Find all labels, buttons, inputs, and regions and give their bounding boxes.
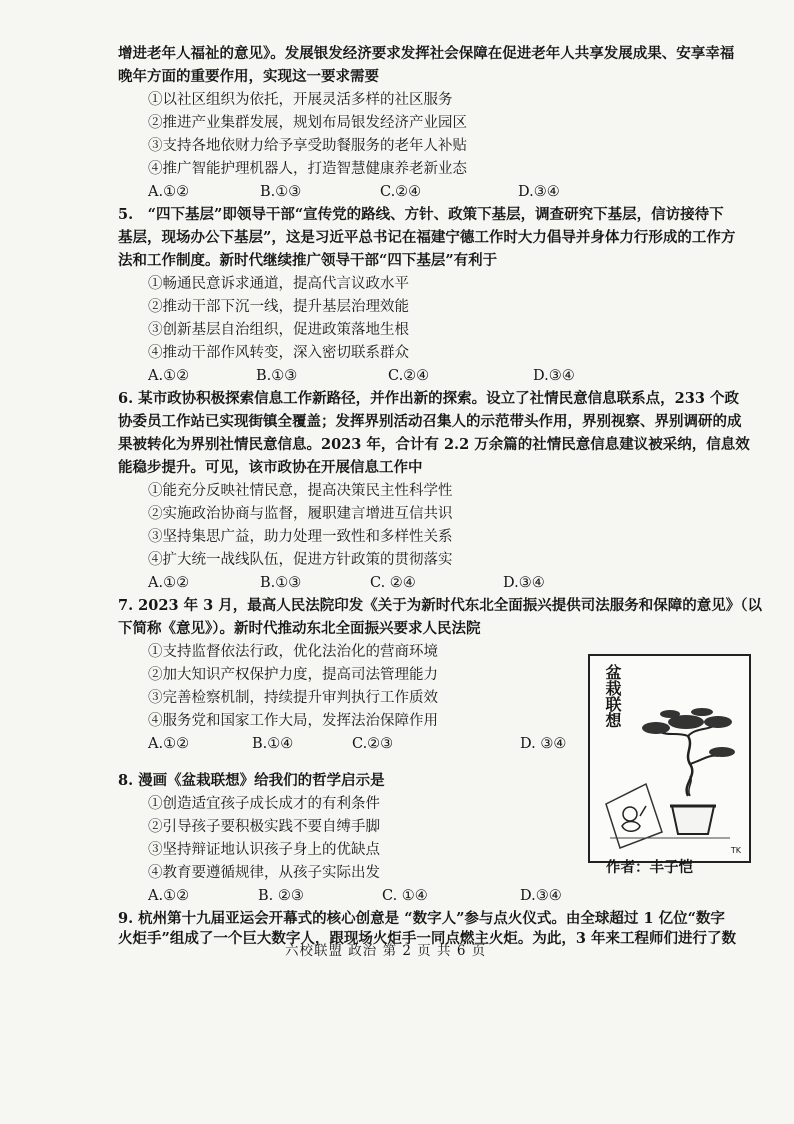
text-line: 果被转化为界别社情民意信息。2023 年，合计有 2.2 万余篇的社情民意信息建议被采纳，信息效	[118, 436, 750, 453]
option-item: ②推动干部下沉一线，提升基层治理效能	[148, 299, 409, 315]
choice-c: C. ①④	[382, 888, 428, 904]
option-item: ③完善检察机制，持续提升审判执行工作质效	[148, 690, 438, 706]
choice-d: D. ③④	[520, 736, 567, 752]
option-item: ②引导孩子要积极实践不要自缚手脚	[148, 819, 380, 835]
option-item: ①畅通民意诉求通道，提高代言议政水平	[148, 276, 409, 292]
choice-b: B.①④	[252, 736, 294, 752]
choice-d: D.③④	[503, 575, 545, 591]
choice-b: B.①③	[260, 575, 302, 591]
text-line: 协委员工作站已实现街镇全覆盖；发挥界别活动召集人的示范带头作用，界别视察、界别调研的成	[118, 413, 742, 430]
choice-a: A.①②	[148, 575, 190, 591]
choice-b: B.①③	[260, 184, 302, 200]
option-item: ④推动干部作风转变，深入密切联系群众	[148, 345, 409, 361]
option-item: ①支持监督依法行政，优化法治化的营商环境	[148, 644, 438, 660]
option-item: ①创造适宜孩子成长成才的有利条件	[148, 796, 380, 812]
question-5-stem: 5. “四下基层”即领导干部“宣传党的路线、方针、政策下基层，调查研究下基层，信访接待下	[118, 206, 724, 223]
option-item: ②实施政治协商与监督，履职建言增进互信共识	[148, 506, 453, 522]
choice-a: A.①②	[148, 368, 190, 384]
text-line: 火炬手”组成了一个巨大数字人，跟现场火炬手一同点燃主火炬。为此，3 年来工程师们进行了数	[118, 930, 736, 947]
text-line: 下简称《意见》）。新时代推动东北全面振兴要求人民法院	[118, 620, 481, 637]
question-9-stem: 9. 杭州第十九届亚运会开幕式的核心创意是 “数字人”参与点火仪式。由全球超过 1 亿位“数字	[118, 910, 725, 927]
option-item: ③支持各地依财力给予享受助餐服务的老年人补贴	[148, 138, 467, 154]
text-line: 基层，现场办公下基层”，这是习近平总书记在福建宁德工作时大力倡导并身体力行形成的工作方	[118, 229, 736, 246]
choice-c: C.②④	[388, 368, 430, 384]
text-line: 法和工作制度。新时代继续推广领导干部“四下基层”有利于	[118, 252, 498, 269]
option-item: ④服务党和国家工作大局，发挥法治保障作用	[148, 713, 438, 729]
option-item: ①能充分反映社情民意，提高决策民主性科学性	[148, 483, 453, 499]
option-item: ②推进产业集群发展，规划布局银发经济产业园区	[148, 115, 467, 131]
cartoon-title: 盆栽联想	[603, 664, 622, 728]
option-item: ④教育要遵循规律，从孩子实际出发	[148, 865, 380, 881]
text-line: 能稳步提升。可见，该市政协在开展信息工作中	[118, 459, 423, 476]
choice-a: A.①②	[148, 888, 190, 904]
option-item: ④扩大统一战线队伍，促进方针政策的贯彻落实	[148, 552, 453, 568]
question-8-stem: 8. 漫画《盆栽联想》给我们的哲学启示是	[118, 772, 385, 789]
page-footer: 六校联盟 政治 第 2 页 共 6 页	[285, 943, 487, 959]
option-item: ②加大知识产权保护力度，提高司法管理能力	[148, 667, 438, 683]
cartoon-illustration	[588, 654, 751, 863]
choice-b: B. ②③	[258, 888, 304, 904]
option-item: ③坚持辩证地认识孩子身上的优缺点	[148, 842, 380, 858]
choice-c: C.②④	[380, 184, 422, 200]
choice-c: C. ②④	[370, 575, 416, 591]
option-item: ①以社区组织为依托，开展灵活多样的社区服务	[148, 92, 453, 108]
option-item: ③坚持集思广益，助力处理一致性和多样性关系	[148, 529, 453, 545]
option-item: ④推广智能护理机器人，打造智慧健康养老新业态	[148, 161, 467, 177]
question-7-stem: 7. 2023 年 3 月，最高人民法院印发《关于为新时代东北全面振兴提供司法服务和保障的意见》（以	[118, 597, 763, 614]
cartoon-caption: 作者：丰子恺	[606, 859, 693, 876]
question-6-stem: 6. 某市政协积极探索信息工作新路径，并作出新的探索。设立了社情民意信息联系点，233 个政	[118, 390, 739, 407]
choice-d: D.③④	[533, 368, 575, 384]
choice-b: B.①③	[256, 368, 298, 384]
choice-d: D.③④	[518, 184, 560, 200]
choice-a: A.①②	[148, 184, 190, 200]
option-item: ③创新基层自治组织，促进政策落地生根	[148, 322, 409, 338]
choice-a: A.①②	[148, 736, 190, 752]
choice-d: D.③④	[520, 888, 562, 904]
choice-c: C.②③	[352, 736, 394, 752]
cartoon-signature: TK	[730, 846, 741, 855]
text-line: 增进老年人福祉的意见》。发展银发经济要求发挥社会保障在促进老年人共享发展成果、安享幸福	[118, 45, 735, 62]
text-line: 晚年方面的重要作用，实现这一要求需要	[118, 68, 379, 85]
